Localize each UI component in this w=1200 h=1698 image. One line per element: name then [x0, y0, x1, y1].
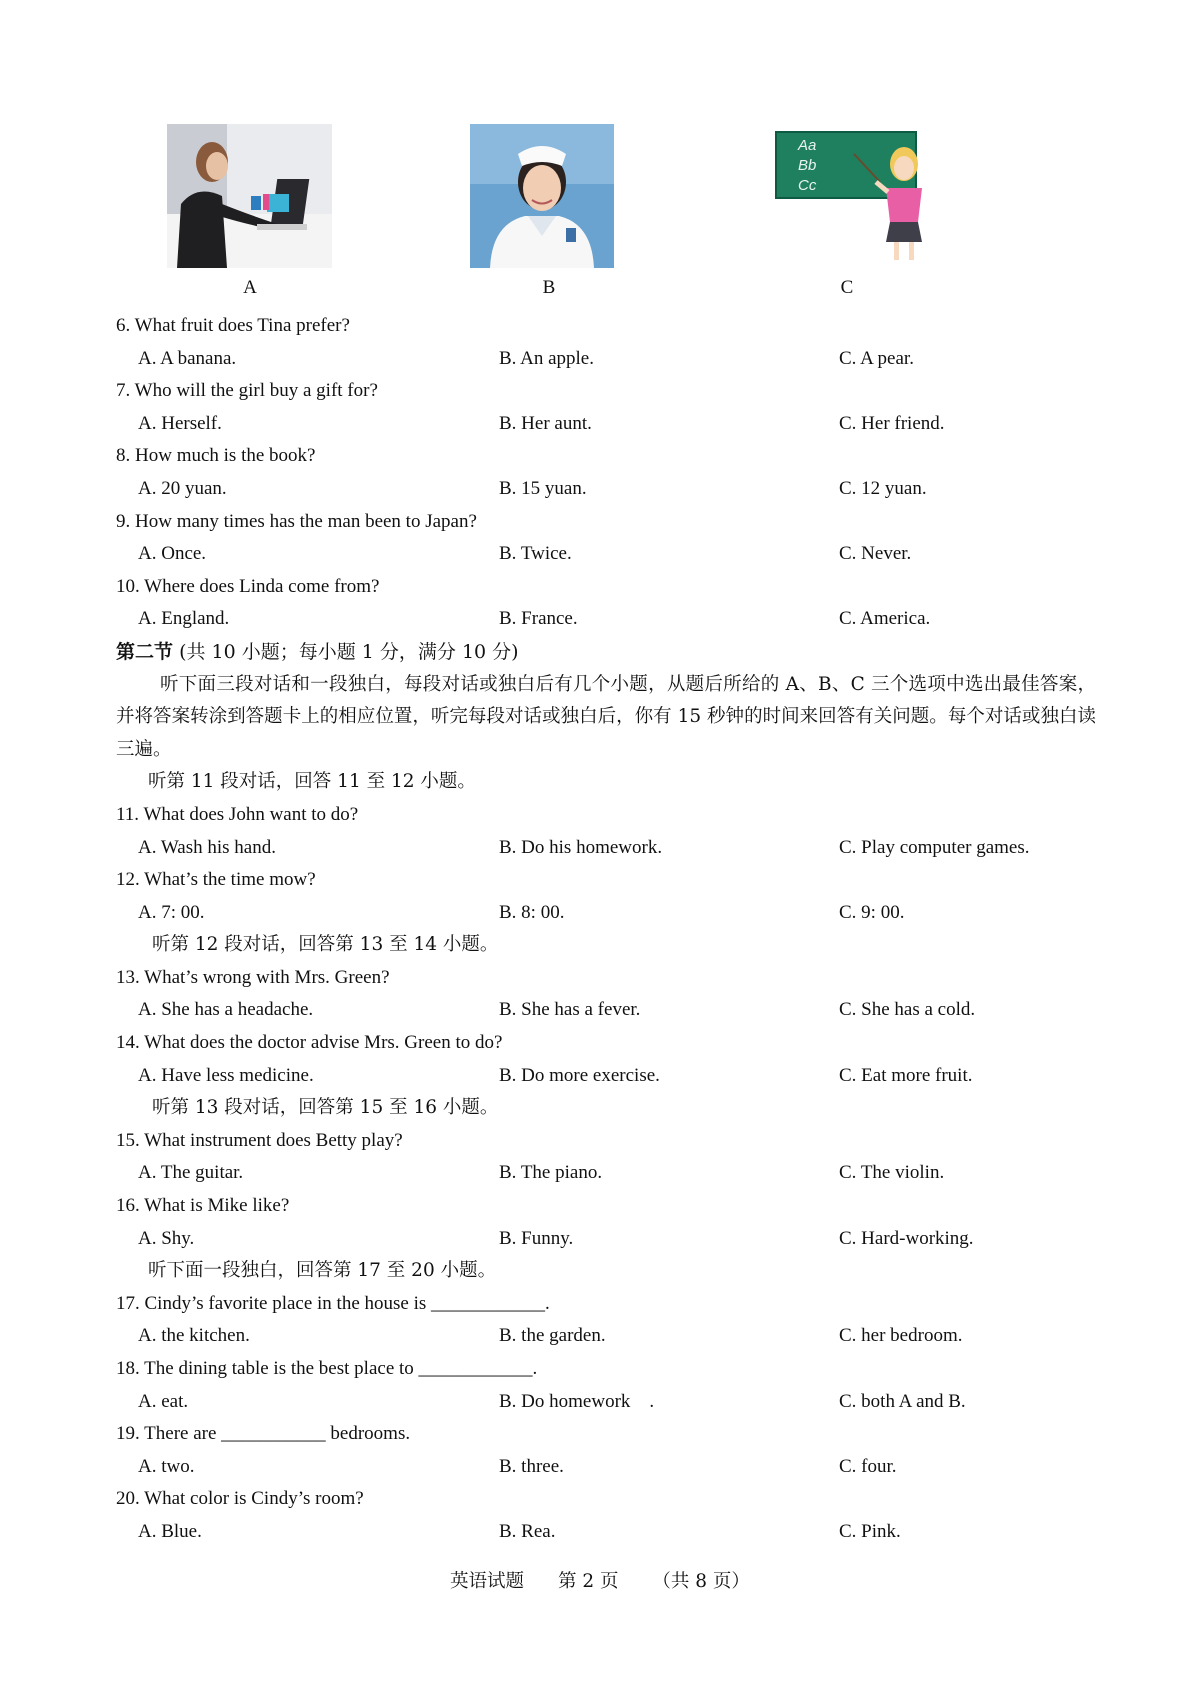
footer-subject: 英语试题: [450, 1571, 525, 1592]
section-2-note: (共 10 小题；每小题 1 分，满分 10 分): [179, 640, 519, 663]
question-10: 10. Where does Linda come from?: [116, 575, 380, 597]
option-a: A. Wash his hand.: [138, 836, 276, 858]
options-8: [116, 473, 1096, 506]
section-2-instructions: 听下面三段对话和一段独白，每段对话或独白后有几个小题，从题后所给的 A、B、C 三个选项中选出最佳答案，并将答案转涂到答题卡上的相应位置，听完每段对话或独白后，你有 15 秒钟的时间来回答有关问题。每个对话或独白读三遍。: [116, 673, 1096, 760]
option-a: A. the kitchen.: [138, 1325, 250, 1347]
options-16: [116, 1223, 1096, 1256]
option-c: C. She has a cold.: [839, 999, 976, 1021]
option-c: C. Eat more fruit.: [839, 1064, 973, 1086]
question-8: 8. How much is the book?: [116, 445, 316, 467]
option-c: C. Hard-working.: [839, 1227, 974, 1249]
question-19: 19. There are ___________ bedrooms.: [116, 1423, 411, 1445]
option-b: B. the garden.: [499, 1325, 606, 1347]
options-7: [116, 408, 1096, 441]
option-a: A. Shy.: [138, 1227, 195, 1249]
option-b: B. 15 yuan.: [499, 477, 587, 499]
options-6: [116, 343, 1096, 376]
question-17: 17. Cindy’s favorite place in the house is ____________.: [116, 1292, 550, 1314]
option-b: B. Funny.: [499, 1227, 574, 1249]
teacher-blackboard-icon: [768, 124, 938, 268]
option-a: A. Once.: [138, 543, 207, 565]
page-footer: [0, 1567, 1200, 1593]
options-12: [116, 897, 1096, 930]
option-a: A. A banana.: [138, 347, 237, 369]
office-woman-computer-icon: [167, 124, 332, 268]
options-14: [116, 1060, 1096, 1093]
option-c: C. 9: 00.: [839, 901, 905, 923]
options-11: [116, 832, 1096, 865]
option-c: C. A pear.: [839, 347, 914, 369]
board-line-1: Aa: [798, 137, 817, 154]
office-woman-photo: [167, 124, 332, 268]
picture-label-a: A: [243, 277, 257, 298]
question-7: 7. Who will the girl buy a gift for?: [116, 380, 378, 402]
option-a: A. She has a headache.: [138, 999, 314, 1021]
section-2-title: 第二节: [116, 640, 174, 663]
option-b: B. Twice.: [499, 543, 572, 565]
question-12: 12. What’s the time mow?: [116, 869, 316, 891]
option-c: C. Her friend.: [839, 412, 945, 434]
options-9: [116, 538, 1096, 571]
question-20: 20. What color is Cindy’s room?: [116, 1488, 364, 1510]
direction-monologue: 听下面一段独白，回答第 17 至 20 小题。: [148, 1260, 497, 1282]
option-b: B. 8: 00.: [499, 901, 565, 923]
options-18: [116, 1386, 1096, 1419]
question-6: 6. What fruit does Tina prefer?: [116, 315, 350, 336]
option-a: A. two.: [138, 1455, 195, 1477]
teacher-blackboard-cartoon: [768, 124, 938, 268]
nurse-icon: [470, 124, 614, 268]
question-9: 9. How many times has the man been to Japan?: [116, 510, 477, 532]
option-a: A. Blue.: [138, 1520, 202, 1542]
option-b: B. Do his homework.: [499, 836, 663, 858]
options-17: [116, 1320, 1096, 1353]
direction-dialogue-11: 听第 11 段对话，回答 11 至 12 小题。: [148, 771, 476, 793]
direction-dialogue-13: 听第 13 段对话，回答第 15 至 16 小题。: [152, 1097, 499, 1119]
footer-page-number: 第 2 页: [557, 1571, 619, 1592]
question-11: 11. What does John want to do?: [116, 803, 359, 825]
question-14: 14. What does the doctor advise Mrs. Green to do?: [116, 1032, 503, 1054]
option-a: A. Have less medicine.: [138, 1064, 314, 1086]
option-b: B. Do homework .: [499, 1390, 655, 1412]
options-20: [116, 1516, 1096, 1549]
option-a: A. The guitar.: [138, 1162, 244, 1184]
question-15: 15. What instrument does Betty play?: [116, 1129, 403, 1151]
option-b: B. Rea.: [499, 1520, 556, 1542]
question-18: 18. The dining table is the best place to ____________.: [116, 1358, 538, 1379]
question-13: 13. What’s wrong with Mrs. Green?: [116, 966, 390, 988]
option-a: A. 7: 00.: [138, 901, 205, 923]
option-c: C. four.: [839, 1455, 897, 1477]
options-13: [116, 994, 1096, 1027]
option-b: B. three.: [499, 1455, 564, 1477]
option-c: C. both A and B.: [839, 1390, 966, 1412]
option-a: A. England.: [138, 608, 230, 630]
option-c: C. America.: [839, 608, 931, 630]
footer-total-pages: （共 8 页）: [652, 1571, 750, 1592]
nurse-photo: [470, 124, 614, 268]
section-2-heading: [116, 636, 1096, 669]
picture-label-b: B: [542, 277, 556, 298]
option-b: B. France.: [499, 608, 578, 630]
board-line-3: Cc: [798, 177, 817, 194]
picture-options: [0, 124, 1200, 304]
options-10: [116, 603, 1096, 636]
option-c: C. Pink.: [839, 1520, 901, 1542]
option-c: C. The violin.: [839, 1162, 945, 1184]
option-c: C. her bedroom.: [839, 1325, 963, 1347]
options-15: [116, 1157, 1096, 1190]
options-19: [116, 1451, 1096, 1484]
option-c: C. 12 yuan.: [839, 477, 927, 499]
question-16: 16. What is Mike like?: [116, 1195, 290, 1217]
picture-label-c: C: [840, 277, 854, 298]
option-a: A. 20 yuan.: [138, 477, 227, 499]
board-line-2: Bb: [798, 157, 817, 174]
option-a: A. eat.: [138, 1390, 189, 1412]
option-c: C. Play computer games.: [839, 836, 1030, 858]
option-a: A. Herself.: [138, 412, 222, 434]
option-b: B. She has a fever.: [499, 999, 641, 1021]
option-b: B. Her aunt.: [499, 412, 592, 434]
option-c: C. Never.: [839, 543, 912, 565]
option-b: B. The piano.: [499, 1162, 603, 1184]
exam-content: [116, 310, 1096, 1549]
direction-dialogue-12: 听第 12 段对话，回答第 13 至 14 小题。: [152, 934, 499, 956]
option-b: B. Do more exercise.: [499, 1064, 660, 1086]
option-b: B. An apple.: [499, 347, 594, 369]
